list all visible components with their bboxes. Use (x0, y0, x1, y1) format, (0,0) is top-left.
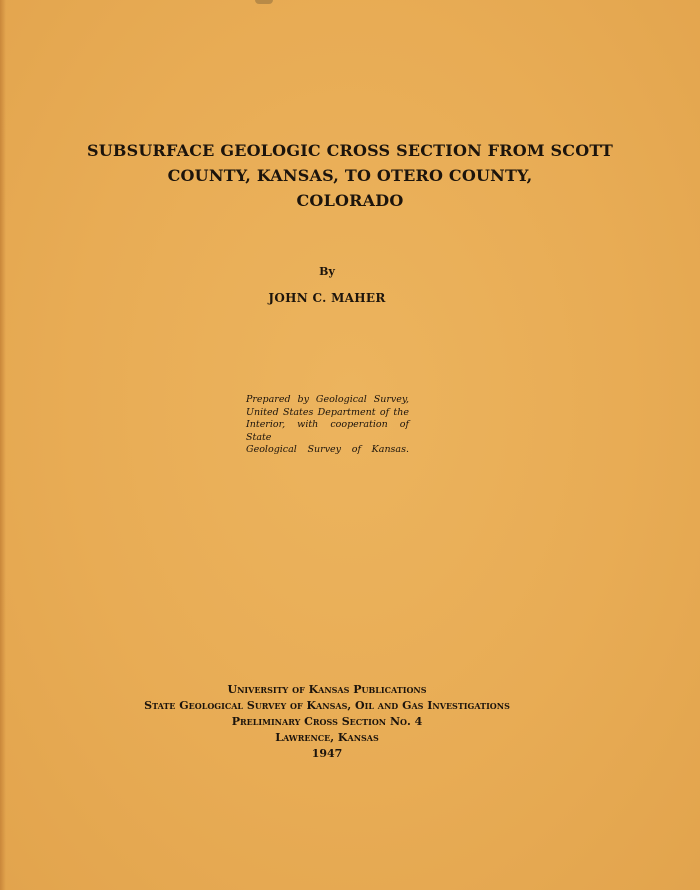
preparation-line: Interior, with cooperation of State (246, 419, 409, 443)
publication-footer (0, 682, 654, 762)
title-line: COUNTY, KANSAS, TO OTERO COUNTY, (167, 166, 533, 185)
preparation-line: Geological Survey of Kansas. (246, 444, 409, 455)
series-line: State Geological Survey of Kansas, Oil and Gas Investigations (144, 699, 510, 712)
number-line: Preliminary Cross Section No. 4 (231, 715, 423, 728)
byline: By (319, 265, 335, 278)
preparation-note (246, 394, 409, 457)
preparation-line: Prepared by Geological Survey, (246, 394, 409, 405)
year-line: 1947 (311, 747, 343, 760)
cover-top-mark (255, 0, 273, 4)
place-line: Lawrence, Kansas (275, 731, 379, 744)
title-line: COLORADO (296, 191, 404, 210)
document-title (60, 138, 640, 213)
title-line: SUBSURFACE GEOLOGIC CROSS SECTION FROM SCOTT (86, 141, 614, 160)
preparation-line: United States Department of the (246, 406, 409, 418)
author-name: JOHN C. MAHER (268, 291, 386, 305)
publisher-line: University of Kansas Publications (227, 683, 427, 696)
